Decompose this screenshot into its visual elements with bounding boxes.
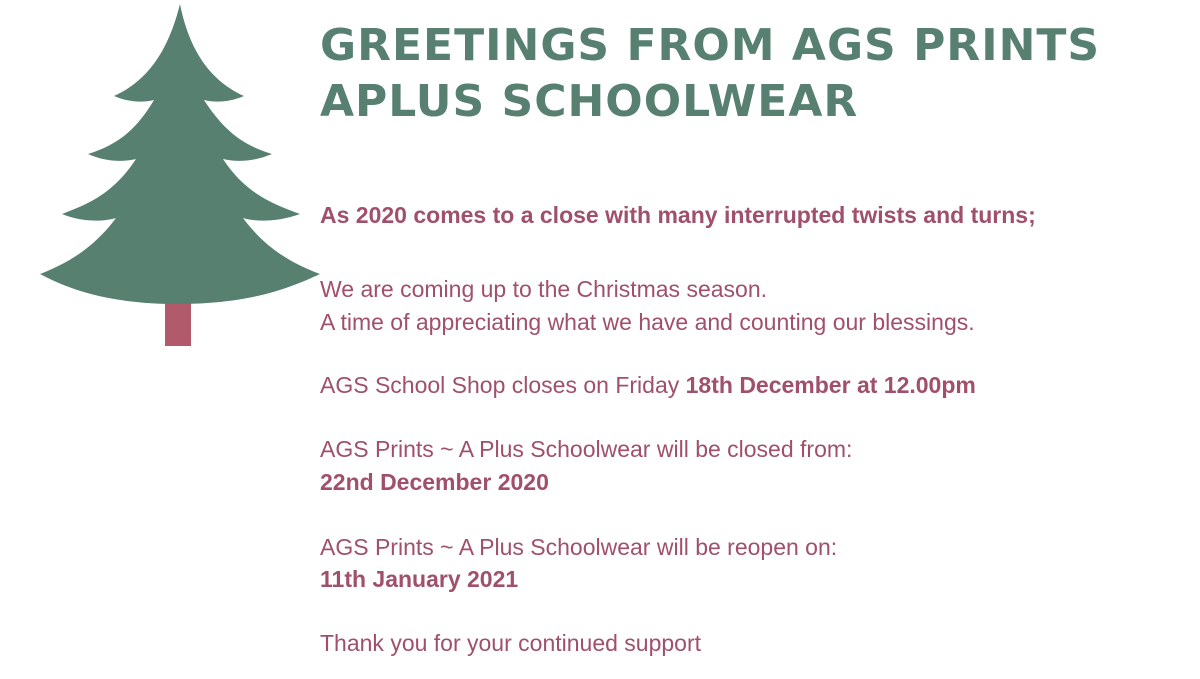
lead-text: As 2020 comes to a close with many interrupted twists and turns; (320, 202, 1036, 228)
page-title (320, 18, 1100, 130)
thanks-text: Thank you for your continued support (320, 630, 702, 656)
reopen-date: 11th January 2021 (320, 566, 519, 592)
season-line-1: We are coming up to the Christmas season. (320, 276, 768, 302)
closed-from-date: 22nd December 2020 (320, 469, 549, 495)
christmas-tree-icon (38, 4, 320, 348)
tree-foliage (40, 4, 320, 304)
shop-close-line (320, 372, 976, 399)
shop-close-text: AGS School Shop closes on Friday (320, 372, 686, 398)
reopen-text: AGS Prints ~ A Plus Schoolwear will be reopen on: (320, 534, 838, 560)
shop-close-date: 18th December at 12.00pm (685, 372, 976, 398)
title-line-2: APLUS SCHOOLWEAR (320, 76, 859, 127)
title-line-1: GREETINGS FROM AGS PRINTS (320, 20, 1101, 71)
season-line-2: A time of appreciating what we have and counting our blessings. (320, 309, 975, 335)
closed-from-text: AGS Prints ~ A Plus Schoolwear will be closed from: (320, 436, 853, 462)
